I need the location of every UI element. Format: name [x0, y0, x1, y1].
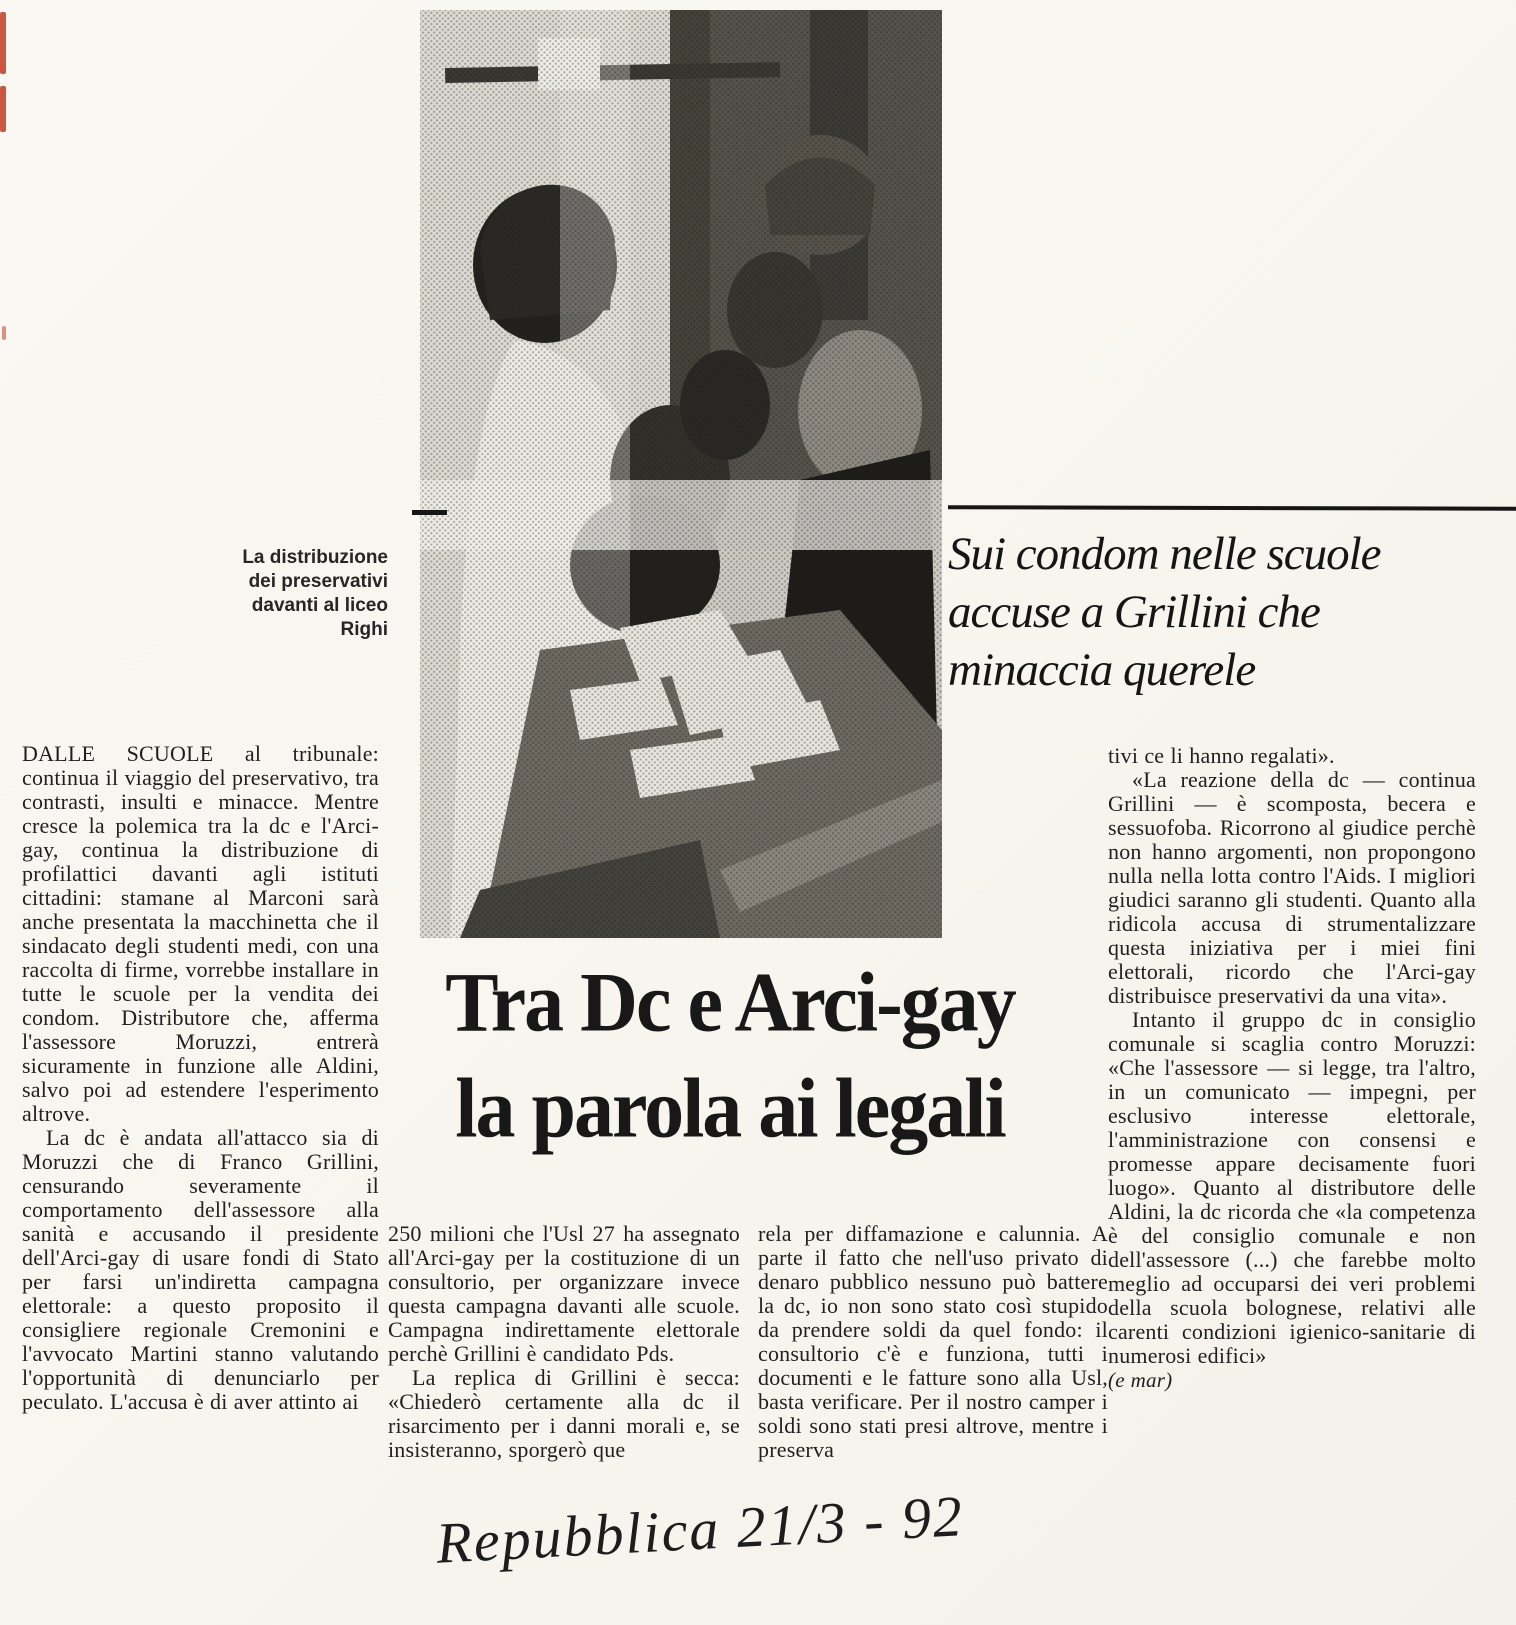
halftone-crowd-image	[420, 10, 942, 938]
article-column-1	[22, 742, 379, 1414]
handwritten-date-note: Repubblica 21/3 - 92	[434, 1483, 966, 1576]
deck-headline-line: Sui condom nelle scuole	[948, 528, 1381, 580]
article-column-2	[388, 1222, 740, 1462]
article-column-4	[1108, 744, 1476, 1392]
photo-caption-line: davanti al liceo	[251, 595, 388, 616]
article-paragraph: «La reazione della dc — continua Grillini — è scomposta, becera e sessuofoba. Ricorrono al giudice perchè non hanno argomenti, non propongono nulla nella lotta contro l'Aids. I migliori giudici saranno gli studenti. Quanto alla ridicola accusa di strumentalizzare questa iniziativa per i miei fini elettorali, ricordo che l'Arci-gay distribuisce preservativi da una vita».	[1108, 767, 1476, 1008]
main-headline-line: la parola ai legali	[455, 1062, 1005, 1156]
main-headline-line: Tra Dc e Arci-gay	[445, 956, 1015, 1050]
red-pen-edge-mark	[0, 86, 6, 132]
red-pen-edge-mark	[0, 12, 6, 74]
photo-caption-line: La distribuzione	[242, 547, 388, 568]
article-photo	[420, 10, 942, 938]
deck-headline	[948, 525, 1514, 699]
article-column-3	[758, 1222, 1108, 1462]
article-paragraph: rela per diffamazione e calunnia. A parte il fatto che nell'uso privato di denaro pubblico nessuno può battere la dc, io non sono stato così stupido da prendere soldi da quel fondo: il consultorio c'è e funziona, tutti i documenti e le fatture sono alla Usl, basta verificare. Per il nostro camper i soldi sono stati presi altrove, mentre i preserva	[758, 1221, 1108, 1462]
photo-caption-line: dei preservativi	[248, 571, 388, 592]
article-paragraph: Intanto il gruppo dc in consiglio comunale si scaglia contro Moruzzi: «Che l'assessore — si legge, tra l'altro, in un comunicato — impegni, per esclusivo interesse elettorale, l'amministrazione con consensi e promesse appare decisamente fuori luogo». Quanto al distributore delle Aldini, la dc ricorda che «la competenza è del consiglio comunale e non dell'assessore (...) che farebbe molto meglio ad occuparsi dei veri problemi della scuola bolognese, relativi alle carenti condizioni igienico-sanitarie di numerosi edifici»	[1108, 1007, 1476, 1368]
horizontal-rule	[948, 505, 1516, 510]
article-paragraph: tivi ce li hanno regalati».	[1108, 743, 1335, 768]
article-paragraph: La dc è andata all'attacco sia di Moruzzi che di Franco Grillini, censurando severamente il comportamento dell'assessore alla sanità e accusando il presidente dell'Arci-gay di usare fondi di Stato per farsi un'indiretta campagna elettorale: a questo proposito il consigliere regionale Cremonini e l'avvocato Martini stanno valutando l'opportunità di denunciarlo per peculato. L'accusa è di aver attinto ai	[22, 1125, 379, 1414]
photo-caption-line: Righi	[340, 619, 388, 640]
main-headline	[388, 950, 1072, 1162]
author-initials: (e mar)	[1108, 1368, 1173, 1392]
horizontal-rule-left-stub	[412, 510, 447, 515]
article-paragraph: DALLE SCUOLE al tribunale: continua il viaggio del preservativo, tra contrasti, insulti e minacce. Mentre cresce la polemica tra la dc e l'Arci-gay, continua la distribuzione di profilattici davanti agli istituti cittadini: stamane al Marconi sarà anche presentata la macchinetta che il sindacato degli studenti medi, con una raccolta di firme, vorrebbe installare in tutte le scuole per la vendita dei condom. Distributore che, afferma l'assessore Moruzzi, entrerà sicuramente in funzione alle Aldini, salvo poi ad estendere l'esperimento altrove.	[22, 741, 379, 1126]
deck-headline-line: accuse a Grillini che	[948, 586, 1320, 638]
photo-caption	[186, 546, 388, 642]
red-pen-edge-mark	[2, 326, 6, 340]
article-paragraph: La replica di Grillini è secca: «Chiederò certamente alla dc il risarcimento per i danni morali e, se insisteranno, sporgerò que	[388, 1365, 740, 1462]
article-paragraph: 250 milioni che l'Usl 27 ha assegnato all'Arci-gay per la costituzione di un consultorio, per organizzare invece questa campagna davanti alle scuole. Campagna indirettamente elettorale perchè Grillini è candidato Pds.	[388, 1221, 740, 1366]
deck-headline-line: minaccia querele	[948, 644, 1256, 696]
